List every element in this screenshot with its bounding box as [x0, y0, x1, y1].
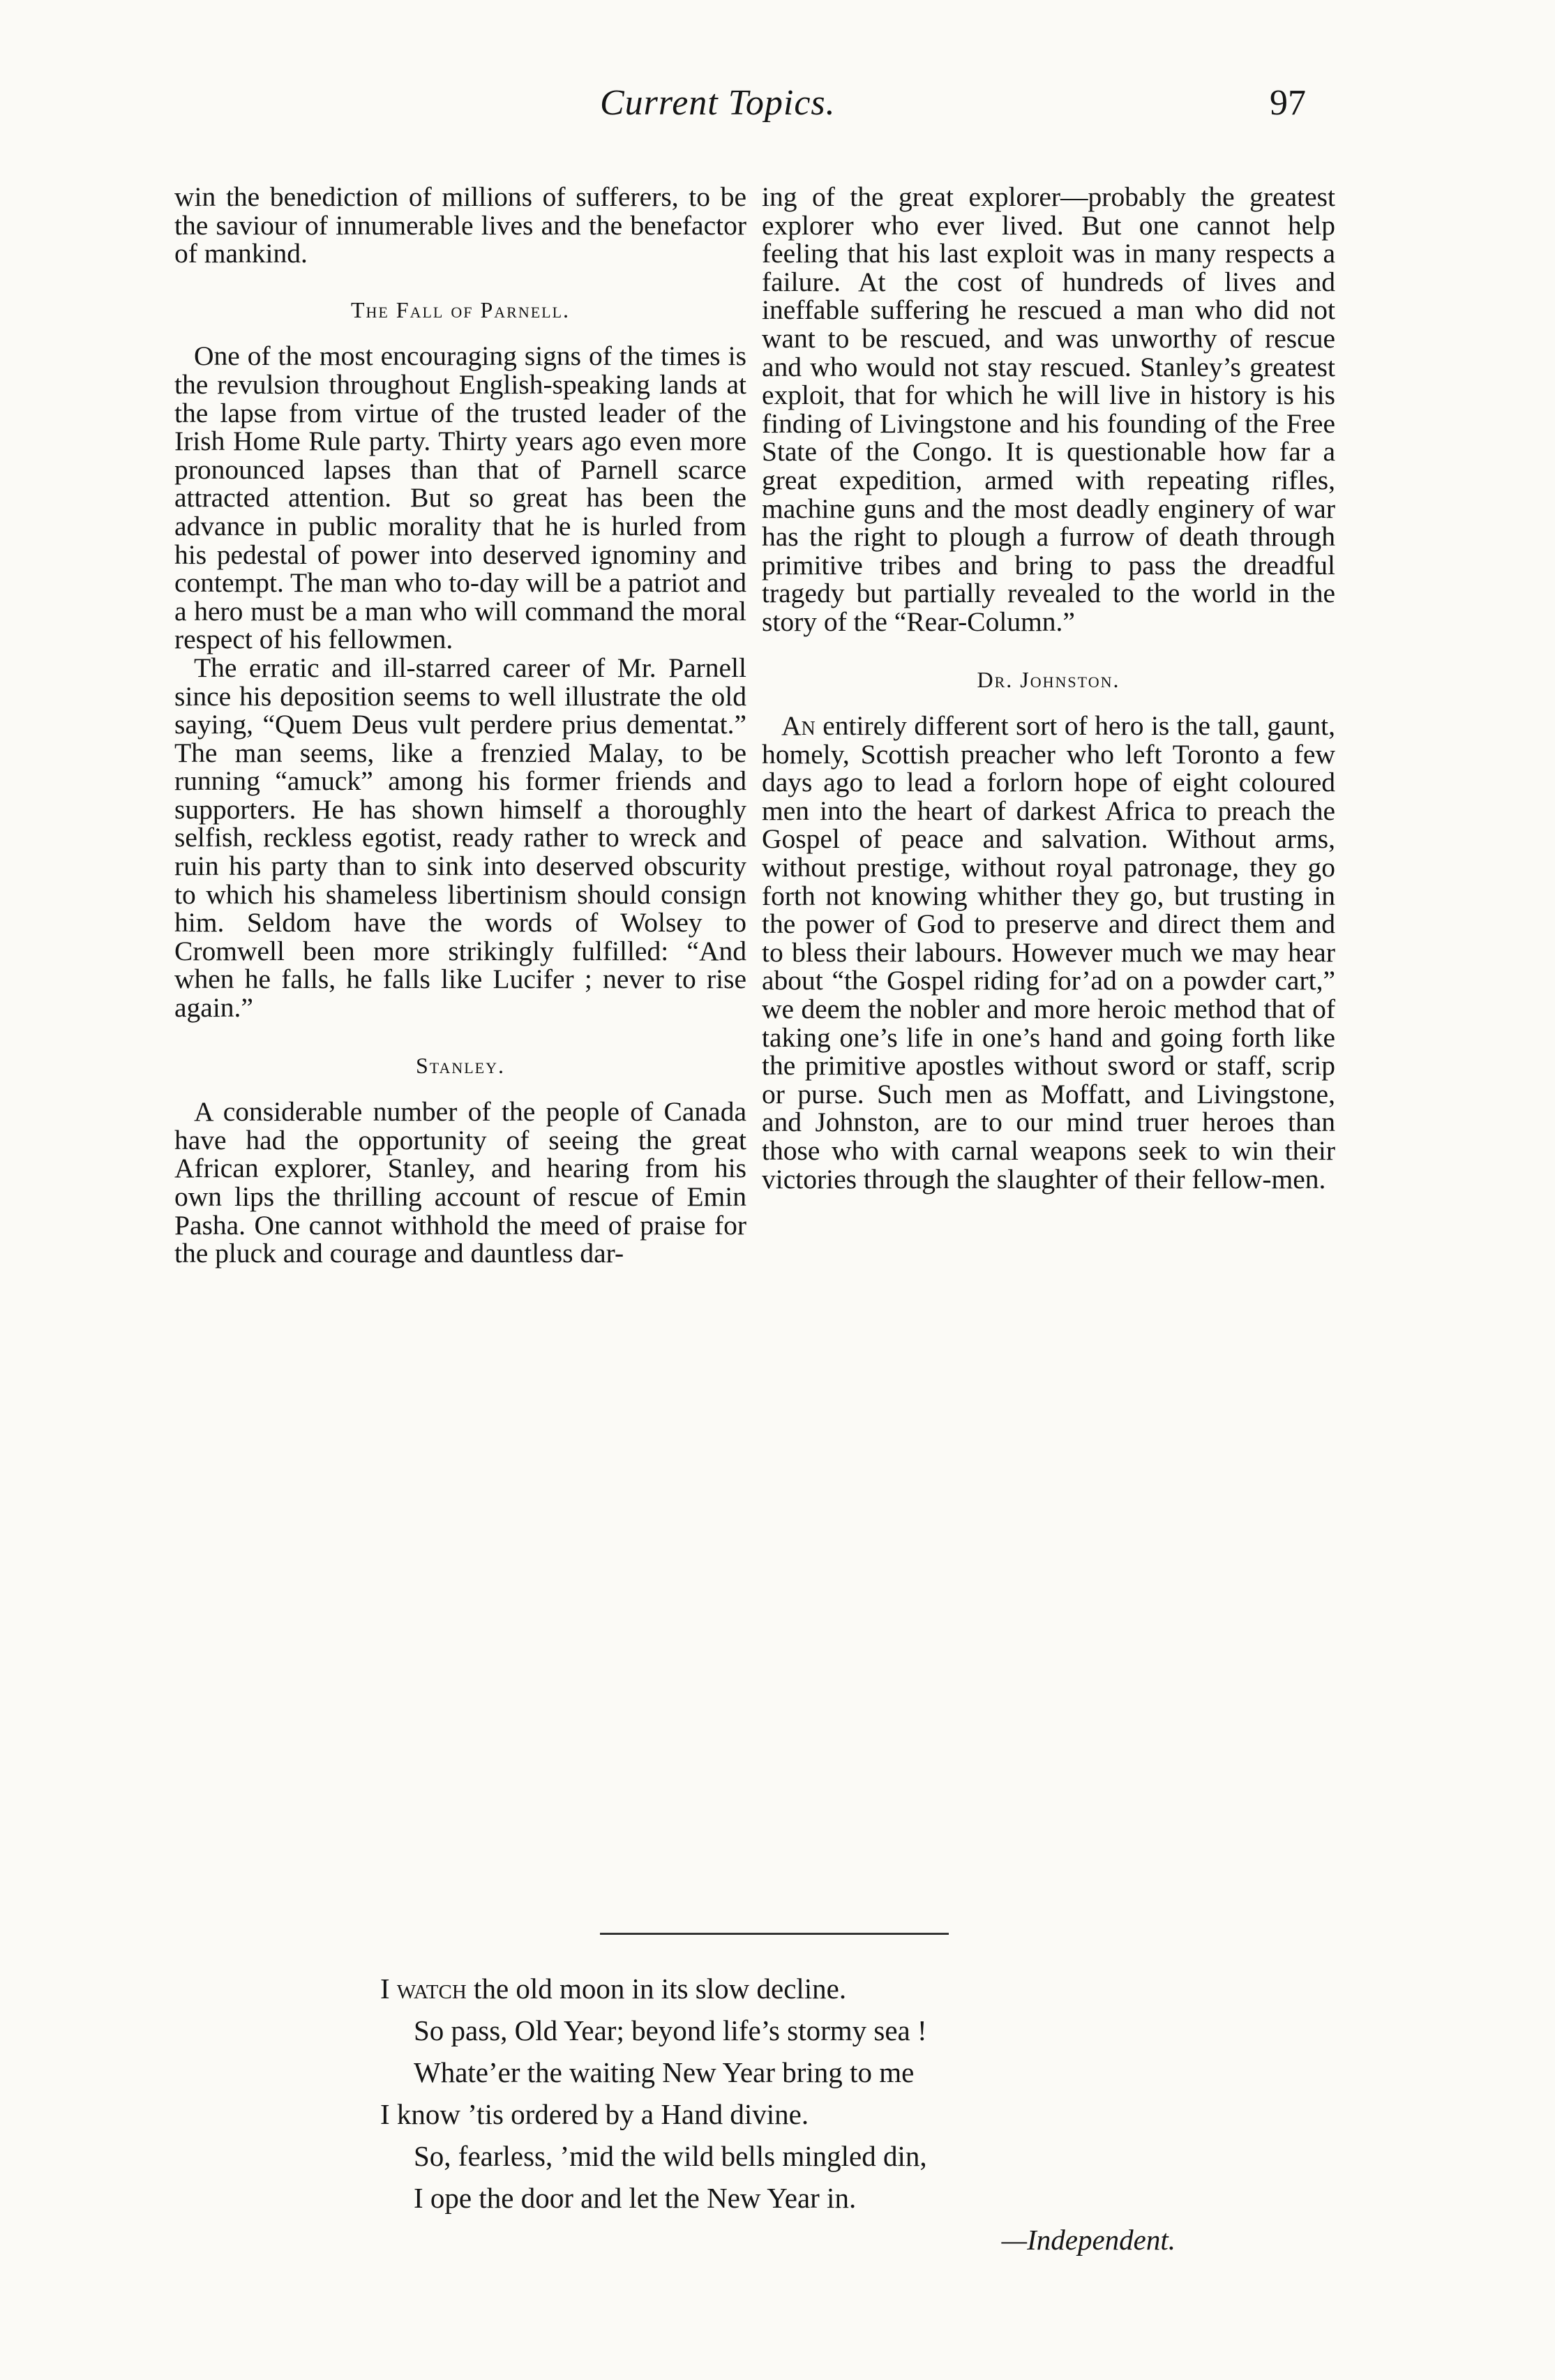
poem-source: —Independent. — [1001, 2224, 1175, 2256]
left-column — [174, 183, 746, 1268]
poem-line-3: Whate’er the waiting New Year bring to me — [414, 2056, 915, 2088]
poem-lead-word: I watch — [380, 1973, 467, 2005]
section-heading-dr-johnston: Dr. Johnston. — [977, 666, 1120, 692]
johnston-paragraph-text: entirely different sort of hero is the tall, gaunt, homely, Scottish preacher who left Toronto a few days ago to lead a forlorn hope of eight coloured men into the heart of darkest Africa to preach the Gospel of peace and salvation. Without arms, without prestige, without royal patronage, they go forth not knowing whither they go, but trusting in the power of God to preserve and direct them and to bless their labours. However much we may hear about “the Gospel riding for’ad on a powder cart,” we deem the nobler and more heroic method that of taking one’s life in one’s hand and going forth like the primitive apostles without sword or staff, scrip or purse. Such men as Moffatt, and Livingstone, and Johnston, are to our mind truer heroes than those who with carnal weapons seek to win their victories through the slaughter of their fellow-men. — [762, 710, 1335, 1195]
intro-paragraph: win the benediction of millions of sufferers, to be the saviour of innumerable lives and the benefactor of mankind. — [174, 181, 746, 269]
stanley-continuation: ing of the great explorer—probably the greatest explorer who ever lived. But one cannot help feeling that his last exploit was in many respects a failure. At the cost of hundreds of lives and ineffable suffering he rescued a man who did not want to be rescued, and was unworthy of rescue and who would not stay rescued. Stanley’s greatest exploit, that for which he will live in history is his finding of Livingstone and his founding of the Free State of the Congo. It is questionable how far a great expedition, armed with repeating rifles, machine guns and the most deadly enginery of war has the right to plough a furrow of death through primitive tribes and bring to pass the dreadful tragedy but partially revealed to the world in the story of the “Rear-Column.” — [762, 181, 1335, 637]
section-heading-stanley: Stanley. — [415, 1052, 505, 1078]
johnston-paragraph — [762, 712, 1335, 1193]
right-column — [762, 183, 1335, 1193]
parnell-paragraph-2: The erratic and ill-starred career of Mr. Parnell since his deposition seems to well illustrate the old saying, “Quem Deus vult perdere prius dementat.” The man seems, like a frenzied Malay, to be running “amuck” among his former friends and supporters. He has shown himself a thoroughly selfish, reckless egotist, ready rather to wreck and ruin his party than to sink into deserved obscurity to which his shameless libertinism should consign him. Seldom have the words of Wolsey to Cromwell been more strikingly fulfilled: “And when he falls, he falls like Lucifer ; never to rise again.” — [174, 652, 746, 1024]
section-heading-fall-of-parnell: The Fall of Parnell. — [350, 297, 571, 322]
stanley-paragraph: A considerable number of the people of Canada have had the opportunity of seeing the great African explorer, Stanley, and hearing from his own lips the thrilling account of rescue of Emin Pasha. One cannot withhold the meed of praise for the pluck and courage and dauntless dar- — [174, 1096, 746, 1269]
poem-line-1 — [380, 1968, 1287, 2009]
poem-line-6: I ope the door and let the New Year in. — [414, 2182, 857, 2214]
poem-line-2: So pass, Old Year; beyond life’s stormy sea ! — [414, 2014, 927, 2046]
poem — [380, 1968, 1287, 2261]
page-number: 97 — [1270, 83, 1306, 123]
poem-line-4: I know ’tis ordered by a Hand divine. — [380, 2098, 809, 2130]
poem-line-1-text: the old moon in its slow decline. — [466, 1973, 847, 2005]
johnston-lead-word: An — [781, 710, 816, 742]
parnell-paragraph-1: One of the most encouraging signs of the times is the revulsion throughout English-speaking lands at the lapse from virtue of the trusted leader of the Irish Home Rule party. Thirty years ago even more pronounced lapses than that of Parnell scarce attracted attention. But so great has been the advance in public morality that he is hurled from his pedestal of power into deserved ignominy and contempt. The man who to-day will be a patriot and a hero must be a man who will command the moral respect of his fellowmen. — [174, 340, 746, 655]
poem-line-5: So, fearless, ’mid the wild bells mingled din, — [414, 2140, 927, 2172]
running-title: Current Topics. — [600, 83, 836, 123]
section-divider — [600, 1933, 949, 1935]
